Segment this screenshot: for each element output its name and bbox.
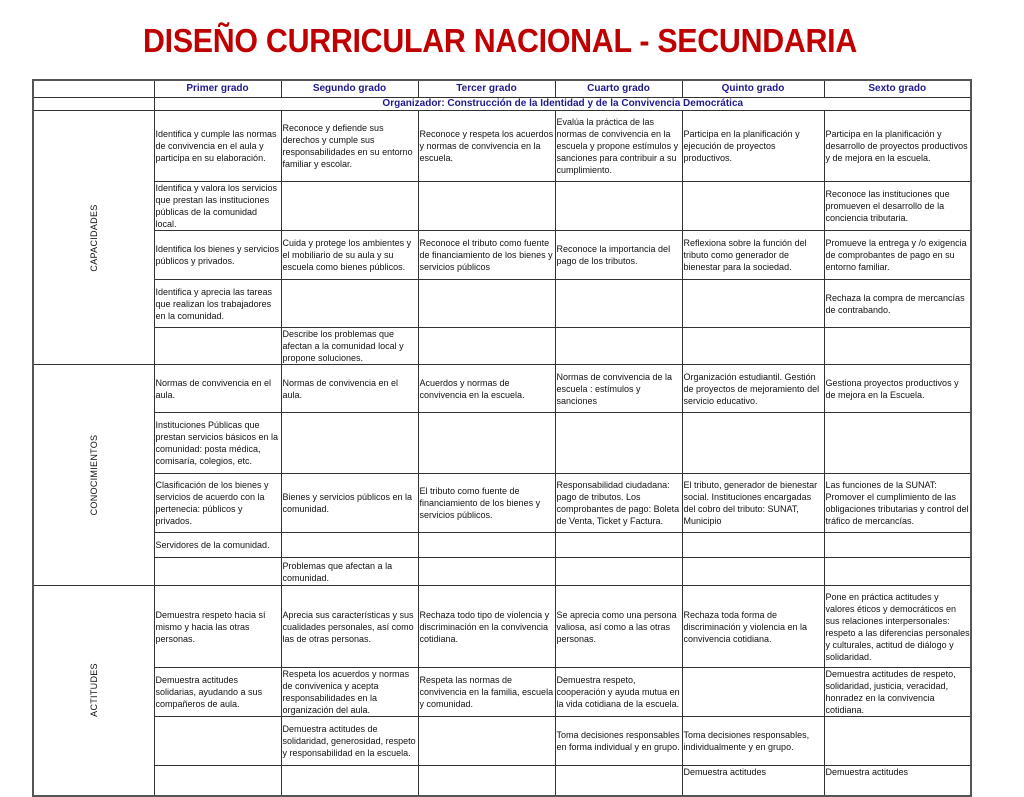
table-cell: Identifica y valora los servicios que prestan las instituciones públicas de la comunidad local.: [154, 182, 281, 231]
table-cell: Demuestra respeto, cooperación y ayuda mutua en la vida cotidiana de la escuela.: [555, 668, 682, 717]
table-cell: Demuestra actitudes de solidaridad, generosidad, respeto y responsabilidad en la escuela.: [281, 717, 418, 766]
table-row: [33, 182, 971, 231]
section-label-cell: [33, 586, 154, 796]
table-row: [33, 668, 971, 717]
table-cell: [682, 413, 824, 474]
table-cell: [682, 558, 824, 586]
curriculum-table: [32, 79, 972, 797]
table-cell: Reconoce la importancia del pago de los tributos.: [555, 231, 682, 280]
page-title: DISEÑO CURRICULAR NACIONAL - SECUNDARIA: [143, 22, 857, 59]
table-cell: Cuida y protege los ambientes y el mobiliario de su aula y su escuela como bienes públicos.: [281, 231, 418, 280]
table-cell: Aprecia sus características y sus cualidades personales, así como las de otras personas.: [281, 586, 418, 668]
table-cell: Respeta las normas de convivencia en la familia, escuela y comunidad.: [418, 668, 555, 717]
table-cell: Demuestra actitudes: [682, 766, 824, 796]
table-cell: El tributo como fuente de financiamiento de los bienes y servicios públicos.: [418, 474, 555, 533]
table-cell: [281, 182, 418, 231]
table-row: [33, 231, 971, 280]
table-cell: Gestiona proyectos productivos y de mejora en la Escuela.: [824, 365, 971, 413]
table-cell: Demuestra actitudes solidarias, ayudando a sus compañeros de aula.: [154, 668, 281, 717]
table-cell: [555, 558, 682, 586]
table-cell: Identifica y cumple las normas de convivencia en el aula y participa en su elaboración.: [154, 111, 281, 182]
table-cell: [682, 533, 824, 558]
table-cell: [555, 766, 682, 796]
table-cell: [418, 328, 555, 365]
table-cell: [682, 328, 824, 365]
organizer-row: [33, 98, 971, 111]
table-row: [33, 533, 971, 558]
table-cell: Toma decisiones responsables en forma individual y en grupo.: [555, 717, 682, 766]
table-cell: [682, 668, 824, 717]
table-cell: Participa en la planificación y desarrollo de proyectos productivos y de mejora en la escuela.: [824, 111, 971, 182]
table-cell: [281, 533, 418, 558]
grade-header: Sexto grado: [824, 80, 971, 98]
table-cell: Promueve la entrega y /o exigencia de comprobantes de pago en su entorno familiar.: [824, 231, 971, 280]
section-label-cell: [33, 111, 154, 365]
table-cell: Problemas que afectan a la comunidad.: [281, 558, 418, 586]
grade-header-row: [33, 80, 971, 98]
organizer-label: Organizador: Construcción de la Identidad y de la Convivencia Democrática: [154, 98, 971, 111]
table-cell: Organización estudiantil. Gestión de proyectos de mejoramiento del servicio educativo.: [682, 365, 824, 413]
table-cell: Se aprecia como una persona valiosa, así como a las otras personas.: [555, 586, 682, 668]
table-cell: Evalúa la práctica de las normas de convivencia en la escuela y propone estímulos y sanciones para contribuir a su cumplimiento.: [555, 111, 682, 182]
grade-header: Quinto grado: [682, 80, 824, 98]
organizer-corner: [33, 98, 154, 111]
table-row: [33, 365, 971, 413]
table-cell: [154, 558, 281, 586]
corner-cell: [33, 80, 154, 98]
table-cell: Demuestra actitudes: [824, 766, 971, 796]
table-cell: Rechaza toda forma de discriminación y violencia en la convivencia cotidiana.: [682, 586, 824, 668]
table-cell: Servidores de la comunidad.: [154, 533, 281, 558]
table-row: [33, 766, 971, 796]
table-cell: [555, 533, 682, 558]
table-cell: Toma decisiones responsables, individualmente y en grupo.: [682, 717, 824, 766]
table-cell: Rechaza todo tipo de violencia y discriminación en la convivencia cotidiana.: [418, 586, 555, 668]
table-cell: [418, 413, 555, 474]
table-row: [33, 111, 971, 182]
table-cell: Responsabilidad ciudadana: pago de tributos. Los comprobantes de pago: Boleta de Venta, Ticket y Factura.: [555, 474, 682, 533]
table-cell: [418, 280, 555, 328]
table-cell: Respeta los acuerdos y normas de convivenica y acepta responsabilidades en la organización del aula.: [281, 668, 418, 717]
table-cell: [555, 413, 682, 474]
grade-header: Primer grado: [154, 80, 281, 98]
grade-header: Segundo grado: [281, 80, 418, 98]
table-cell: [418, 182, 555, 231]
table-row: [33, 413, 971, 474]
table-cell: El tributo, generador de bienestar social. Instituciones encargadas del cobro del tributo: SUNAT, Municipio: [682, 474, 824, 533]
table-cell: [555, 182, 682, 231]
section-label: CONOCIMIENTOS: [88, 434, 99, 516]
section-label: ACTITUDES: [88, 663, 99, 718]
table-cell: [281, 413, 418, 474]
table-cell: [682, 182, 824, 231]
table-cell: Las funciones de la SUNAT: Promover el cumplimiento de las obligaciones tributarias y control del tráfico de mercancías.: [824, 474, 971, 533]
table-cell: Reconoce las instituciones que promueven el desarrollo de la conciencia tributaria.: [824, 182, 971, 231]
table-cell: Reconoce el tributo como fuente de financiamiento de los bienes y servicios públicos: [418, 231, 555, 280]
table-cell: Demuestra respeto hacia sí mismo y hacia las otras personas.: [154, 586, 281, 668]
grade-header: Tercer grado: [418, 80, 555, 98]
table-cell: Clasificación de los bienes y servicios de acuerdo con la pertenecia: públicos y privados.: [154, 474, 281, 533]
table-cell: [555, 328, 682, 365]
table-cell: Normas de convivencia de la escuela : estímulos y sanciones: [555, 365, 682, 413]
table-cell: Identifica los bienes y servicios públicos y privados.: [154, 231, 281, 280]
table-cell: [824, 558, 971, 586]
table-cell: Reconoce y defiende sus derechos y cumple sus responsabilidades en su entorno familiar y escolar.: [281, 111, 418, 182]
table-cell: Reconoce y respeta los acuerdos y normas de convivencia en la escuela.: [418, 111, 555, 182]
table-cell: [281, 766, 418, 796]
table-row: [33, 328, 971, 365]
table-cell: [418, 766, 555, 796]
table-row: [33, 474, 971, 533]
table-cell: Acuerdos y normas de convivencia en la escuela.: [418, 365, 555, 413]
table-cell: [824, 413, 971, 474]
table-cell: Participa en la planificación y ejecución de proyectos productivos.: [682, 111, 824, 182]
section-label-cell: [33, 365, 154, 586]
table-cell: [824, 533, 971, 558]
table-cell: Describe los problemas que afectan a la comunidad local y propone soluciones.: [281, 328, 418, 365]
table-cell: [418, 558, 555, 586]
table-cell: [154, 766, 281, 796]
table-cell: [281, 280, 418, 328]
table-cell: Normas de convivencia en el aula.: [281, 365, 418, 413]
grade-header: Cuarto grado: [555, 80, 682, 98]
table-cell: [154, 328, 281, 365]
table-cell: Instituciones Públicas que prestan servicios básicos en la comunidad: posta médica, comisaría, colegios, etc.: [154, 413, 281, 474]
table-cell: Reflexiona sobre la función del tributo como generador de bienestar para la sociedad.: [682, 231, 824, 280]
table-cell: [682, 280, 824, 328]
table-cell: Normas de convivencia en el aula.: [154, 365, 281, 413]
table-cell: [824, 328, 971, 365]
table-row: [33, 558, 971, 586]
table-cell: Bienes y servicios públicos en la comunidad.: [281, 474, 418, 533]
table-row: [33, 280, 971, 328]
table-cell: [418, 533, 555, 558]
table-cell: Demuestra actitudes de respeto, solidaridad, justicia, veracidad, honradez en la convivencia cotidiana.: [824, 668, 971, 717]
table-cell: [154, 717, 281, 766]
table-cell: Identifica y aprecia las tareas que realizan los trabajadores en la comunidad.: [154, 280, 281, 328]
table-cell: [418, 717, 555, 766]
table-cell: Pone en práctica actitudes y valores éticos y democráticos en sus relaciones interpersonales: respeto a las diferencias personales y culturales, actitud de diálogo y solidaridad.: [824, 586, 971, 668]
table-row: [33, 717, 971, 766]
table-row: [33, 586, 971, 668]
section-label: CAPACIDADES: [88, 203, 99, 272]
table-cell: Rechaza la compra de mercancías de contrabando.: [824, 280, 971, 328]
table-cell: [824, 717, 971, 766]
table-cell: [555, 280, 682, 328]
